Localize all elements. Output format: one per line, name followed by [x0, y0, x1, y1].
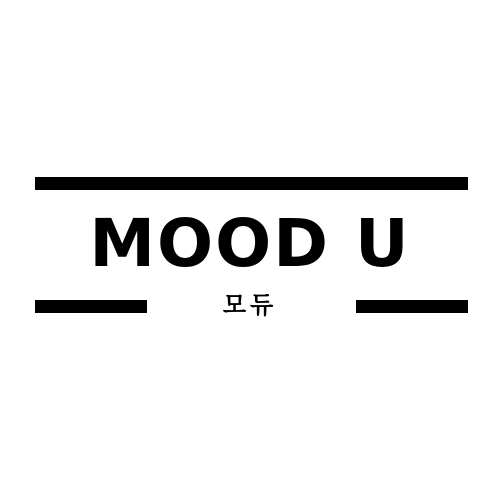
logo-title: MOOD U	[89, 205, 411, 282]
logo-subtitle: 모듀	[222, 291, 278, 319]
top-rule	[35, 177, 468, 190]
bottom-right-rule	[356, 300, 468, 313]
